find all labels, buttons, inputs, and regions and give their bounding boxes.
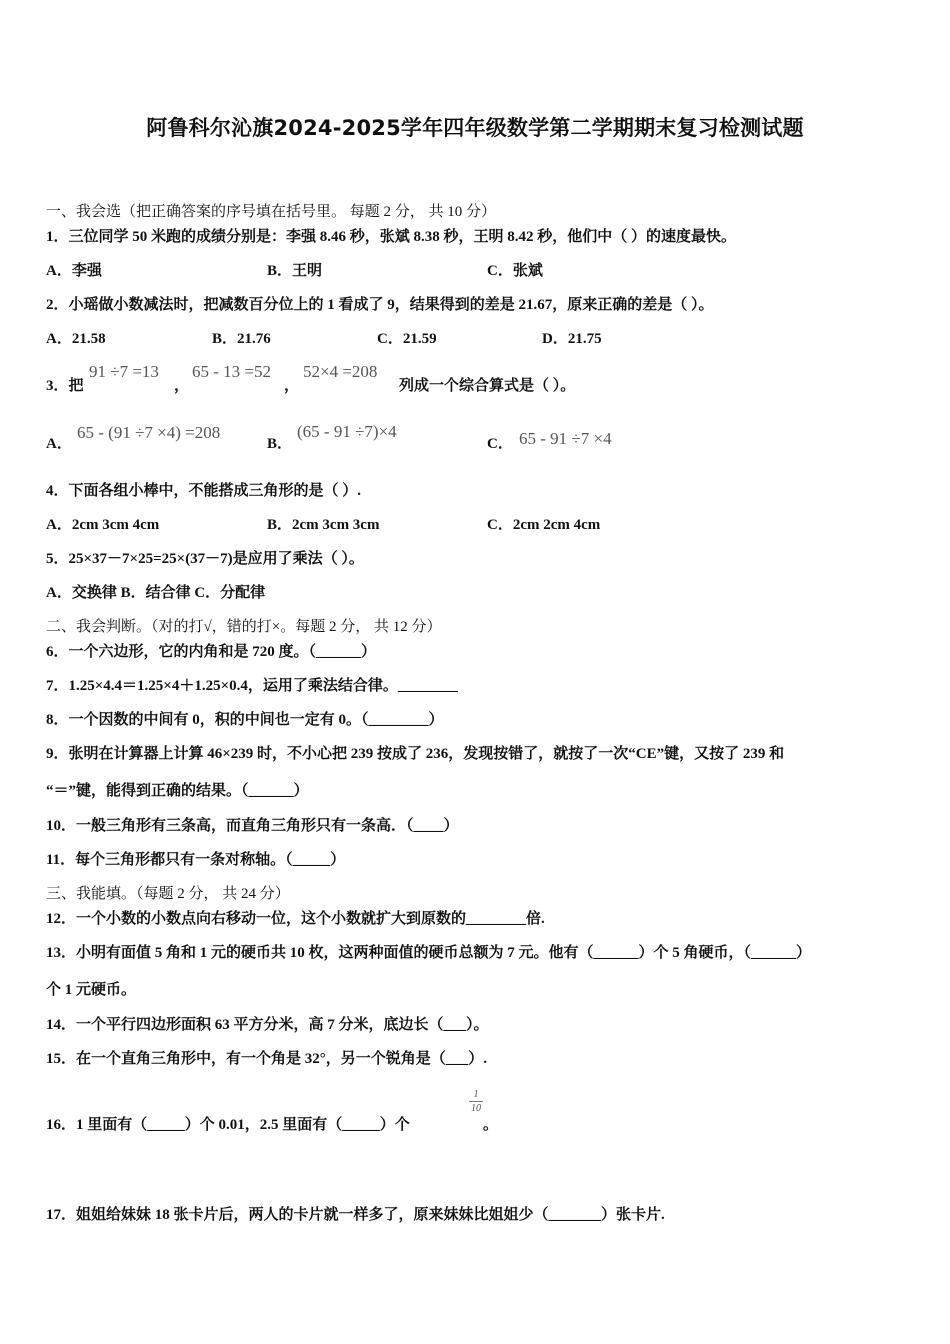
q3-tail: 列成一个综合算式是（ ）。	[399, 378, 576, 394]
question-10: 10．一般三角形有三条高，而直角三角形只有一条高．（____）	[46, 818, 459, 834]
q16-fraction-denominator: 10	[471, 1103, 481, 1114]
q3-option-c: 65 - 91 ÷7 ×4	[519, 429, 612, 448]
q1-option-b: B．王明	[267, 263, 323, 279]
q16-fraction	[469, 1089, 483, 1114]
section-2-heading: 二、我会判断。（对的打√，错的打×。每题 2 分， 共 12 分）	[46, 619, 442, 635]
q3-option-a-label: A．	[46, 436, 72, 452]
question-2: 2．小瑶做小数减法时，把减数百分位上的 1 看成了 9，结果得到的差是 21.67，原来正确的差是（ ）。	[46, 297, 714, 313]
q4-option-c: C．2cm 2cm 4cm	[487, 517, 601, 533]
section-3-heading: 三、我能填。（每题 2 分， 共 24 分）	[46, 886, 290, 902]
q16-fraction-numerator: 1	[473, 1089, 479, 1100]
question-16: 16．1 里面有（_____）个 0.01，2.5 里面有（_____）个	[46, 1117, 410, 1133]
q2-option-a: A．21.58	[46, 331, 106, 347]
q16-fraction-bar	[469, 1101, 483, 1102]
q3-option-c-label: C．	[487, 436, 513, 452]
question-17: 17．姐姐给妹妹 18 张卡片后，两人的卡片就一样多了，原来妹妹比姐姐少（_______）张卡片.	[46, 1207, 665, 1223]
section-1-heading: 一、我会选（把正确答案的序号填在括号里。 每题 2 分， 共 10 分）	[46, 204, 497, 220]
q3-separator-1: ，	[174, 378, 190, 394]
question-7: 7．1.25×4.4＝1.25×4＋1.25×0.4，运用了乘法结合律。________	[46, 678, 458, 694]
question-5: 5．25×37－7×25=25×(37－7)是应用了乘法（ ）。	[46, 551, 364, 567]
q5-options: A．交换律 B．结合律 C．分配律	[46, 585, 266, 601]
q3-option-b: (65 - 91 ÷7)×4	[297, 422, 397, 441]
page-title: 阿鲁科尔沁旗2024-2025学年四年级数学第二学期期末复习检测试题	[146, 116, 804, 140]
question-12: 12．一个小数的小数点向右移动一位，这个小数就扩大到原数的________倍.	[46, 911, 545, 927]
q3-expression-2: 65 - 13 =52	[192, 362, 271, 381]
q1-option-a: A．李强	[46, 263, 102, 279]
q3-expression-3: 52×4 =208	[303, 362, 378, 381]
q3-expression-1: 91 ÷7 =13	[89, 362, 159, 381]
q2-option-b: B．21.76	[212, 331, 271, 347]
q3-option-a: 65 - (91 ÷7 ×4) =208	[77, 423, 221, 442]
q4-option-b: B．2cm 3cm 3cm	[267, 517, 380, 533]
question-13-line-1: 13．小明有面值 5 角和 1 元的硬币共 10 枚，这两种面值的硬币总额为 7 元。他有（______）个 5 角硬币，（______）	[46, 945, 812, 961]
q2-option-d: D．21.75	[542, 331, 602, 347]
question-9-line-1: 9．张明在计算器上计算 46×239 时，不小心把 239 按成了 236，发现按错了，就按了一次“CE”键，又按了 239 和	[46, 746, 785, 762]
q4-option-a: A．2cm 3cm 4cm	[46, 517, 160, 533]
q2-option-c: C．21.59	[377, 331, 437, 347]
question-6: 6．一个六边形，它的内角和是 720 度。（______）	[46, 644, 377, 660]
q3-separator-2: ，	[284, 378, 300, 394]
question-15: 15．在一个直角三角形中，有一个角是 32°，另一个锐角是（___）.	[46, 1051, 488, 1067]
question-11: 11．每个三角形都只有一条对称轴。（_____）	[46, 852, 346, 868]
q1-option-c: C．张斌	[487, 263, 543, 279]
q3-lead: 3．把	[46, 378, 84, 394]
question-8: 8．一个因数的中间有 0，积的中间也一定有 0。（________）	[46, 712, 444, 728]
q16-end: 。	[483, 1117, 499, 1133]
question-14: 14．一个平行四边形面积 63 平方分米，高 7 分米，底边长（___）。	[46, 1017, 489, 1033]
q3-option-b-label: B．	[267, 436, 293, 452]
question-4: 4．下面各组小棒中，不能搭成三角形的是（ ）.	[46, 483, 362, 499]
question-13-line-2: 个 1 元硬币。	[46, 982, 137, 998]
question-9-line-2: “＝”键，能得到正确的结果。（______）	[46, 783, 309, 799]
question-1: 1．三位同学 50 米跑的成绩分别是：李强 8.46 秒，张斌 8.38 秒，王明 8.42 秒，他们中（ ）的速度最快。	[46, 229, 737, 245]
